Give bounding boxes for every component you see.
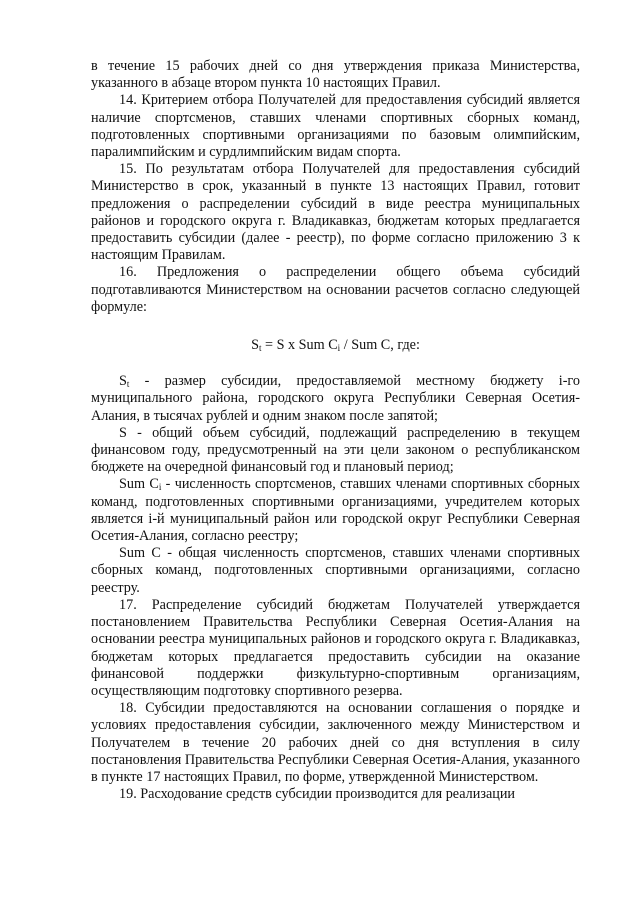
formula-mid-subscript: i bbox=[337, 343, 341, 354]
paragraph-17: 17. Распределение субсидий бюджетам Получателей утверждается постановлением Правительства Республики Северная Осетия-Алания на основании реестра муниципальных районов и городского округа г. Владикавказ, бюджетам которых предлагается предоставить субсидии на оказание финансовой поддержки физкультурно-спортивным организациям, осуществляющим подготовку спортивного резерва. bbox=[91, 596, 580, 699]
paragraph-19: 19. Расходование средств субсидии производится для реализации bbox=[119, 786, 516, 803]
definition-sum-c: Sum C - общая численность спортсменов, ставших членами спортивных сборных команд, подготовленных спортивными организациями, согласно реестру. bbox=[91, 545, 580, 596]
definition-st-text: - размер субсидии, предоставляемой местному бюджету i-го муниципального района, городского округа Республики Северная Осетия-Алания, в тысячах рублей и одним знаком после запятой; bbox=[91, 373, 580, 424]
paragraph-18: 18. Субсидии предоставляются на основании соглашения о порядке и условиях предоставления субсидии, заключенного между Министерством и Получателем в течение 20 рабочих дней со дня вступления в силу постановления Правительства Республики Северная Осетия-Алания, указанного в пункте 17 настоящих Правил, по форме, утвержденной Министерством. bbox=[91, 700, 580, 785]
formula-mid: = S x Sum C bbox=[261, 337, 338, 354]
definition-sum-ci-symbol: Sum C bbox=[119, 476, 159, 493]
paragraph-16: 16. Предложения о распределении общего объема субсидий подготавливаются Министерством на основании расчетов согласно следующей формуле: bbox=[91, 264, 580, 315]
document-page bbox=[91, 58, 580, 803]
paragraph-15: 15. По результатам отбора Получателей для предоставления субсидий Министерство в срок, указанный в пункте 13 настоящих Правил, готовит предложения о распределении субсидий в виде реестра муниципальных районов и городского округа г. Владикавказ, бюджетам которых предлагается предоставить субсидии (далее - реестр), по форме согласно приложению 3 к настоящим Правилам. bbox=[91, 161, 580, 264]
formula-lhs: S bbox=[251, 337, 259, 354]
paragraph-continuation: в течение 15 рабочих дней со дня утверждения приказа Министерства, указанного в абзаце втором пункта 10 настоящих Правил. bbox=[91, 58, 580, 92]
definition-st bbox=[91, 373, 580, 425]
paragraph-14: 14. Критерием отбора Получателей для предоставления субсидий является наличие спортсменов, ставших членами спортивных сборных команд, подготовленных спортивными организациями по базовым олимпийским, паралимпийским и сурдлимпийским видам спорта. bbox=[91, 92, 580, 161]
definition-sum-ci-text: - численность спортсменов, ставших членами спортивных сборных команд, подготовленных спортивными организациями, учредителем которых является i-й муниципальный район или городской округ Республики Северная Осетия-Алания, согласно реестру; bbox=[91, 476, 580, 545]
formula bbox=[91, 337, 580, 354]
formula-lhs-subscript: t bbox=[258, 343, 262, 354]
formula-rhs: / Sum C, где: bbox=[340, 337, 420, 354]
definition-sum-ci-subscript: i bbox=[158, 482, 162, 493]
definition-s: S - общий объем субсидий, подлежащий распределению в текущем финансовом году, предусмотренный на эти цели законом о республиканском бюджете на очередной финансовый год и плановый период; bbox=[91, 424, 580, 476]
definition-st-subscript: t bbox=[126, 379, 130, 390]
definition-st-symbol: S bbox=[119, 373, 127, 390]
definition-sum-ci bbox=[91, 476, 580, 545]
